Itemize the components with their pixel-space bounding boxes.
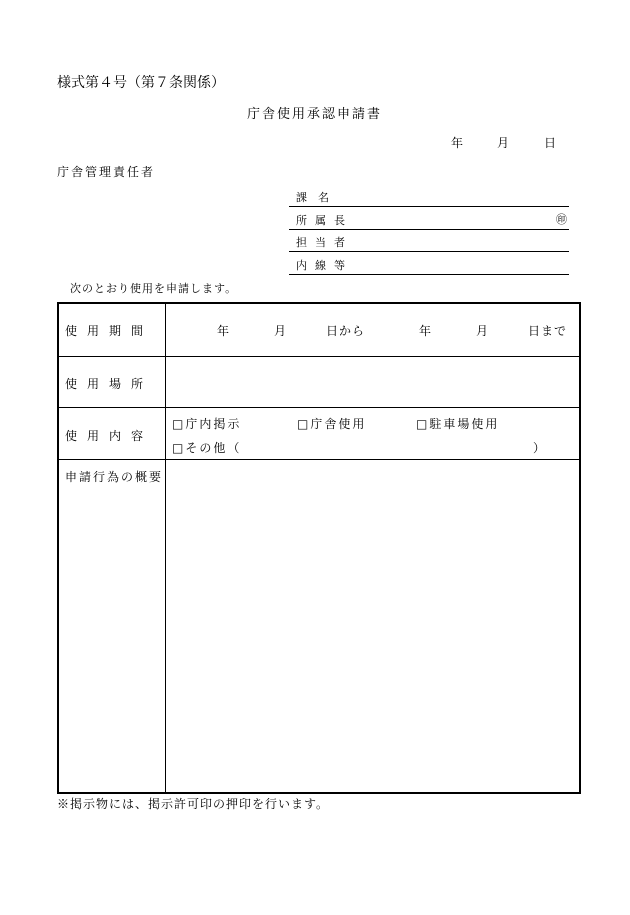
option-other[interactable]: □その他（: [172, 441, 242, 455]
extension-field[interactable]: [289, 256, 569, 275]
application-table: [57, 302, 581, 794]
chief-field[interactable]: [289, 211, 569, 230]
period-value-cell[interactable]: [166, 303, 581, 357]
option-other-close: ）: [533, 441, 548, 455]
section-name-label: 課 名: [296, 191, 329, 204]
period-label: 使用期間: [65, 324, 154, 338]
person-in-charge-field[interactable]: [289, 233, 569, 252]
form-number: 様式第４号（第７条関係）: [57, 75, 225, 91]
period-label-cell: [58, 303, 166, 357]
footnote: ※掲示物には、掲示許可印の押印を行います。: [57, 797, 330, 811]
content-value-cell: [166, 408, 581, 460]
place-value-cell[interactable]: [166, 357, 581, 408]
date-year: 年: [451, 136, 464, 150]
place-row: [58, 357, 580, 408]
addressee: 庁舎管理責任者: [57, 165, 156, 179]
from-year: 年: [217, 324, 230, 338]
overview-value-cell[interactable]: [166, 460, 581, 793]
intro-text: 次のとおり使用を申請します。: [70, 282, 238, 295]
overview-label-cell: [58, 460, 166, 793]
content-label: 使用内容: [65, 429, 154, 443]
person-in-charge-label: 担当者: [296, 236, 353, 249]
overview-row: [58, 460, 580, 793]
from-day: 日から: [326, 324, 366, 338]
to-day: 日まで: [528, 324, 568, 338]
section-name-field[interactable]: [289, 188, 569, 207]
overview-label: 申請行為の概要: [65, 470, 164, 484]
chief-label: 所属長: [296, 214, 353, 227]
period-row: [58, 303, 580, 357]
option-internal-notice[interactable]: □庁内掲示: [172, 417, 242, 431]
content-label-cell: [58, 408, 166, 460]
content-row: [58, 408, 580, 460]
place-label-cell: [58, 357, 166, 408]
from-month: 月: [274, 324, 287, 338]
date-month: 月: [497, 136, 510, 150]
place-label: 使用場所: [65, 377, 154, 391]
to-month: 月: [476, 324, 489, 338]
option-parking-use[interactable]: □駐車場使用: [416, 417, 500, 431]
date-day: 日: [544, 136, 557, 150]
to-year: 年: [419, 324, 432, 338]
extension-label: 内線等: [296, 259, 353, 272]
document-title: 庁舎使用承認申請書: [247, 107, 383, 122]
seal-mark: ㊞: [556, 213, 567, 226]
option-building-use[interactable]: □庁舎使用: [297, 417, 367, 431]
